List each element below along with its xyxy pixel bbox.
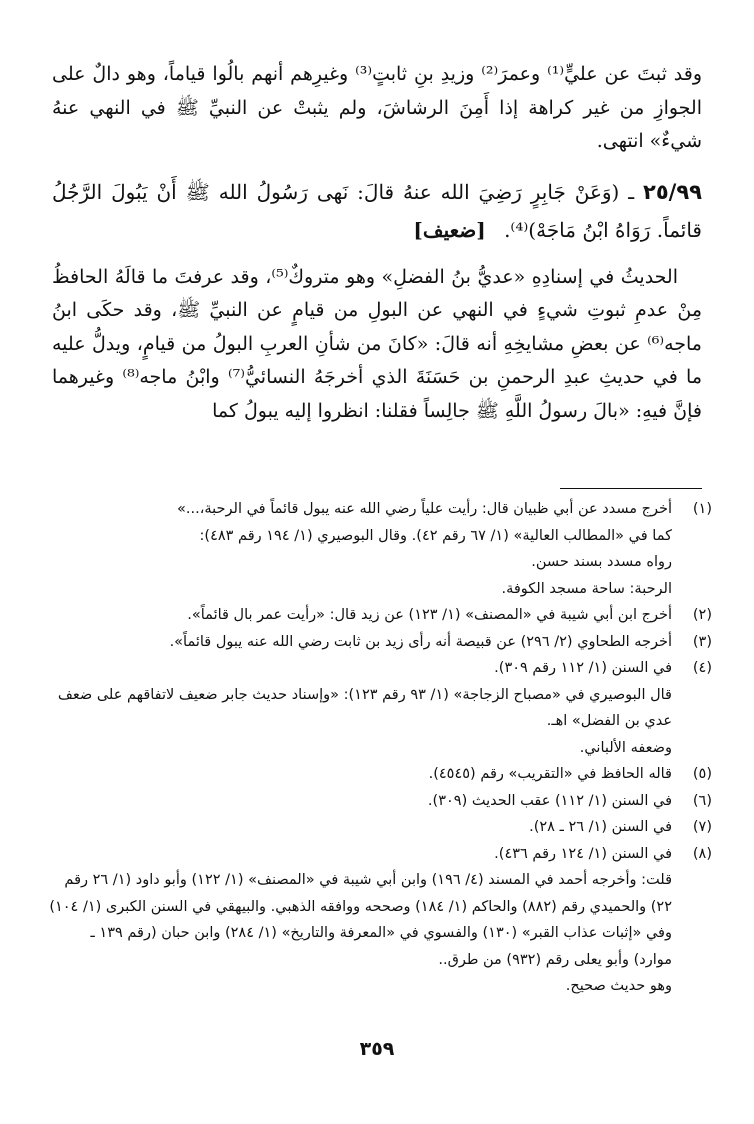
footnote bbox=[48, 629, 712, 656]
hadith-number: ٢٥/٩٩ bbox=[643, 179, 702, 204]
footnote bbox=[48, 602, 712, 629]
footnote bbox=[48, 761, 712, 788]
footnote-number: (٥) bbox=[692, 766, 712, 782]
footnote-line: وهو حديث صحيح. bbox=[565, 978, 672, 994]
footnote-text: أخرج مسدد عن أبي ظبيان قال: رأيت علياً رضي الله عنه يبول قائماً في الرحبة،...» bbox=[177, 501, 672, 517]
footnote bbox=[48, 841, 712, 868]
footnote-divider bbox=[560, 488, 702, 489]
footnote-line: وضعفه الألباني. bbox=[579, 739, 672, 756]
footnote bbox=[48, 496, 712, 523]
footnote-text: في السنن (١/ ٢٦ ـ ٢٨). bbox=[529, 819, 672, 835]
footnote-text: أخرج ابن أبي شيبة في «المصنف» (١/ ١٢٣) عن زيد قال: «رأيت عمر بال قائماً». bbox=[187, 607, 672, 623]
footnote-number: (٣) bbox=[692, 633, 712, 650]
footnote-text: في السنن (١/ ١١٢) عقب الحديث (٣٠٩). bbox=[427, 792, 672, 809]
footnote-number: (١) bbox=[692, 501, 712, 517]
footnote-line: قال البوصيري في «مصباح الزجاجة» (١/ ٩٣ رقم ١٢٣): «وإسناد حديث جابر ضعيف لاتفاقهم على ضعف عدي بن الفضل» اهـ. bbox=[57, 686, 672, 729]
footnote bbox=[48, 814, 712, 841]
hadith-paragraph bbox=[52, 173, 702, 249]
footnote-line: رواه مسدد بسند حسن. bbox=[531, 554, 672, 570]
commentary-paragraph: الحديثُ في إسنادِهِ «عديُّ بنُ الفضلِ» وهو متروكٌ⁽⁵⁾، وقد عرفتَ ما قالَهُ الحافظُ مِنْ عدمِ ثبوتِ شيءٍ في النهي عن البولِ من قيامٍ عن النبيِّ ﷺ، وقد حكَى ابنُ ماجه⁽⁶⁾ عن بعضِ مشايخِهِ أنه قالَ: «كانَ من شأنِ العربِ البولُ من قيامٍ، ويدلُّ عليه ما في حديثِ عبدِ الرحمنِ بن حَسَنَةَ الذي أخرجَهُ النسائيُّ⁽⁷⁾ وابْنُ ماجه⁽⁸⁾ وغيرهما فإنَّ فيهِ: «بالَ رسولُ اللَّهِ ﷺ جالِساً فقلنا: انظروا إليه يبولُ كما bbox=[52, 265, 703, 422]
footnotes bbox=[48, 496, 712, 1000]
footnote-text: أخرجه الطحاوي (٢/ ٢٩٦) عن قبيصة أنه رأى زيد بن ثابت رضي الله عنه يبول قائماً». bbox=[169, 633, 672, 650]
footnote-text: في السنن (١/ ١٢٤ رقم ٤٣٦). bbox=[494, 845, 672, 862]
main-text bbox=[52, 58, 702, 428]
intro-paragraph: وقد ثبتَ عن عليٍّ⁽¹⁾ وعمرَ⁽²⁾ وزيدِ بنِ ثابتٍ⁽³⁾ وغيرِهم أنهم بالُوا قياماً، وهو دالٌ على الجوازِ من غير كراهة إذا أَمِنَ الرشاشَ، ولم يثبتْ عن النبيِّ ﷺ في النهي عنهُ شيءٌ» انتهى. bbox=[52, 63, 703, 152]
footnote-number: (٧) bbox=[692, 819, 712, 835]
footnote-line: الرحبة: ساحة مسجد الكوفة. bbox=[501, 580, 672, 597]
footnote bbox=[48, 655, 712, 682]
footnote-text: في السنن (١/ ١١٢ رقم ٣٠٩). bbox=[494, 660, 672, 676]
footnote bbox=[48, 788, 712, 815]
footnote-number: (٤) bbox=[692, 660, 712, 676]
hadith-grade: [ضعيف] bbox=[413, 217, 486, 242]
page-number: ٣٥٩ bbox=[359, 1038, 395, 1060]
footnote-number: (٨) bbox=[692, 845, 712, 862]
footnote-line: كما في «المطالب العالية» (١/ ٦٧ رقم ٤٢). وقال البوصيري (١/ ١٩٤ رقم ٤٨٣): bbox=[199, 527, 672, 544]
footnote-number: (٢) bbox=[692, 607, 712, 623]
footnote-text: قاله الحافظ في «التقريب» رقم (٤٥٤٥). bbox=[428, 766, 672, 782]
footnote-number: (٦) bbox=[692, 792, 712, 809]
hadith-text: ـ (وَعَنْ جَابِرٍ رَضِيَ الله عنهُ قالَ: نَهى رَسُولُ الله ﷺ أَنْ يَبُولَ الرَّجُلُ قائماً. رَوَاهُ ابْنُ مَاجَهْ)⁽⁴⁾. bbox=[52, 179, 702, 242]
footnote-line: قلت: وأخرجه أحمد في المسند (٤/ ١٩٦) وابن أبي شيبة في «المصنف» (١/ ١٢٢) وأبو داود (١/ ٢٦ رقم ٢٢) والحميدي رقم (٨٨٢) والحاكم (١/ ١٨٤) وصححه ووافقه الذهبي. والبيهقي في السنن الكبرى (١/ ١٠٤) وفي «إثبات عذاب القبر» (١٣٠) والفسوي في «المعرفة والتاريخ» (١/ ٢٨٤) وابن حبان (رقم ١٣٩ ـ موارد) وأبو يعلى رقم (٩٣٢) من طرق.. bbox=[49, 872, 672, 968]
